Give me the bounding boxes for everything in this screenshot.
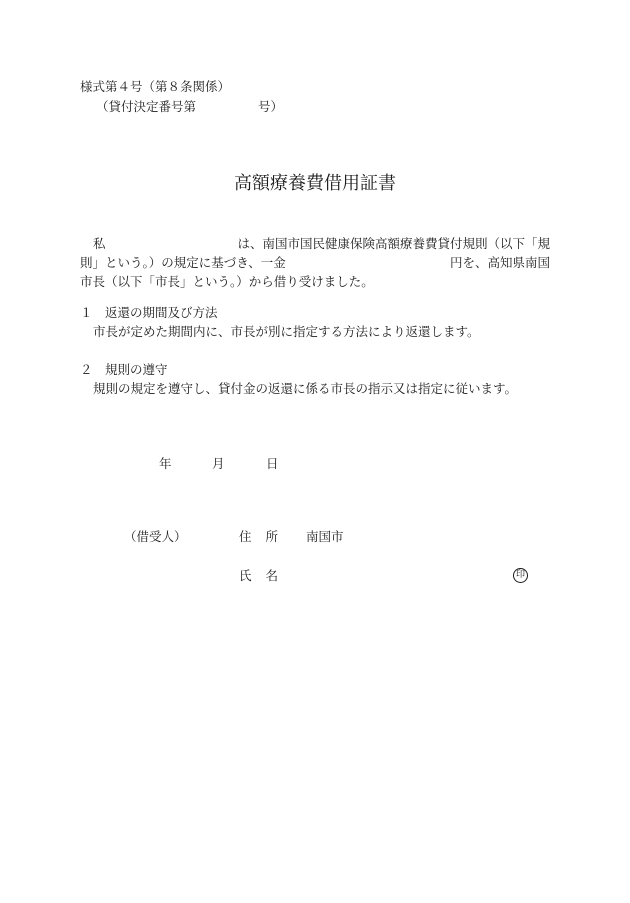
loan-number-prefix: （貸付決定番号第 (96, 99, 197, 114)
paragraph-line-1 (80, 234, 550, 253)
borrower-label: （借受人） (124, 529, 187, 544)
form-number: 様式第４号（第８条関係） (80, 79, 231, 94)
loan-decision-number (96, 101, 283, 114)
paragraph-line-3 (80, 272, 550, 291)
main-paragraph (80, 234, 550, 291)
date-month-label: 月 (212, 456, 225, 471)
paragraph-line-1-text: は、南国市国民健康保険高額療養費貸付規則（以下「規 (237, 236, 550, 251)
date-year-label: 年 (159, 456, 172, 471)
paragraph-line-2-text: 則」という。）の規定に基づき、一金 (80, 255, 286, 270)
section-2-text: 規則の規定を遵守し、貸付金の返還に係る市長の指示又は指定に従います。 (93, 381, 518, 396)
name-label-char-1: 氏 (239, 568, 252, 583)
date-day-label: 日 (266, 456, 279, 471)
paragraph-line-2-amount-text: 円を、高知県南国 (449, 255, 550, 270)
section-1-text: 市長が定めた期間内に、市長が別に指定する方法により返還します。 (93, 324, 480, 339)
section-2-heading: ２ 規則の遵守 (80, 362, 168, 377)
address-label-char-1: 住 (239, 529, 252, 544)
loan-number-suffix: 号） (258, 99, 284, 114)
address-value: 南国市 (306, 529, 344, 544)
address-label (239, 531, 278, 544)
section-1-heading: １ 返還の期間及び方法 (80, 305, 218, 320)
paragraph-line-3-text: 市長（以下「市長」という。）から借り受けました。 (80, 274, 374, 289)
seal-mark: 印 (513, 568, 528, 583)
paragraph-line-2 (80, 253, 550, 272)
name-label (239, 570, 278, 583)
address-label-char-2: 所 (265, 529, 279, 544)
borrower-pronoun: 私 (93, 236, 106, 251)
name-label-char-2: 名 (265, 568, 279, 583)
document-title: 高額療養費借用証書 (234, 173, 396, 194)
